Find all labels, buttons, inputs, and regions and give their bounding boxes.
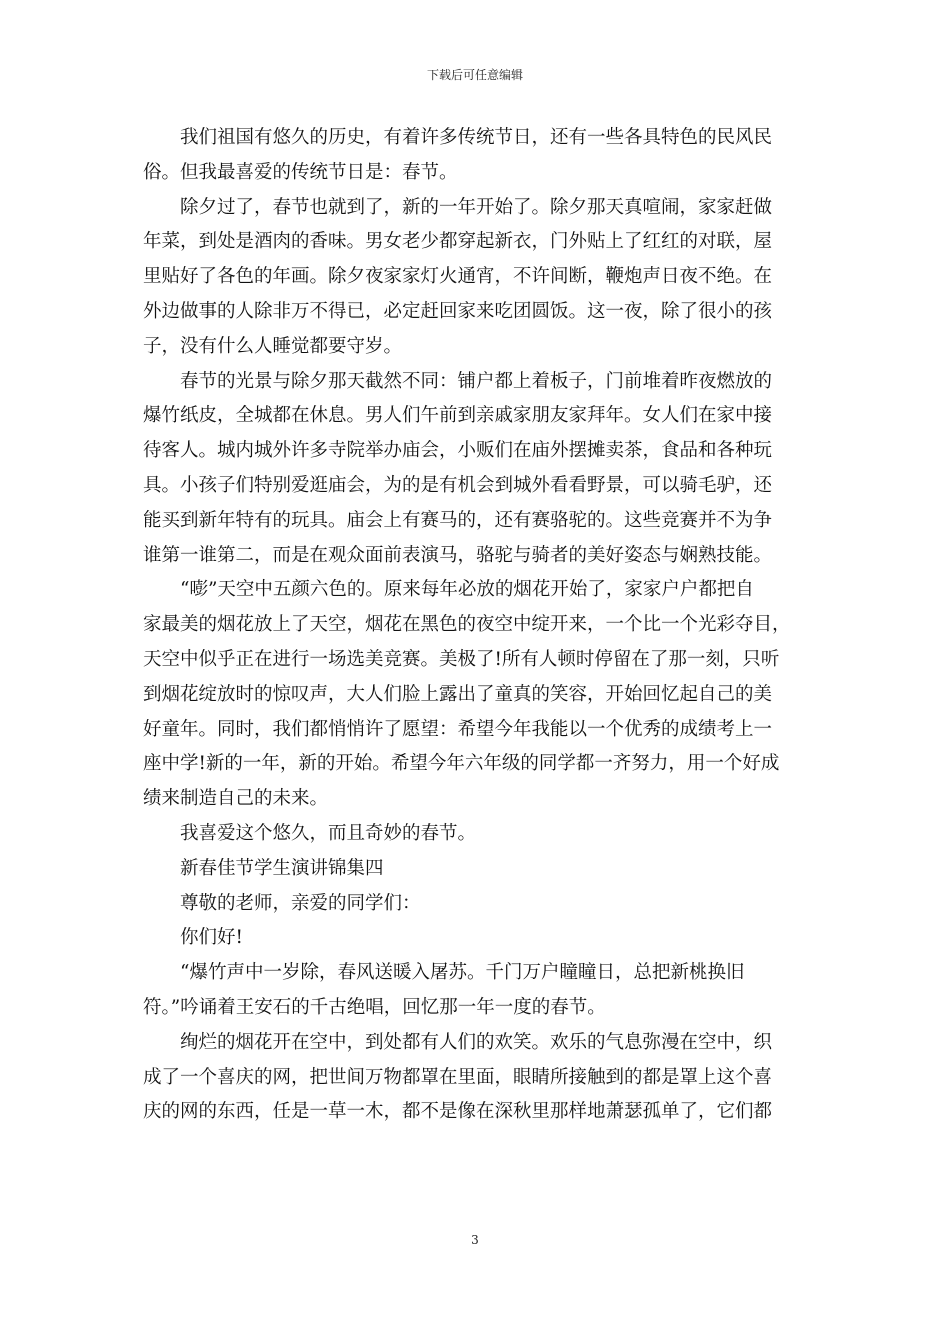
text-line: 爆竹纸皮，全城都在休息。男人们午前到亲戚家朋友家拜年。女人们在家中接 xyxy=(143,405,773,427)
text-line: 具。小孩子们特别爱逛庙会，为的是有机会到城外看看野景，可以骑毛驴，还 xyxy=(143,474,773,496)
text-line: 我们祖国有悠久的历史，有着许多传统节日，还有一些各具特色的民风民 xyxy=(180,127,773,148)
text-line: 好童年。同时，我们都悄悄许了愿望：希望今年我能以一个优秀的成绩考上一 xyxy=(143,718,773,740)
page-number: 3 xyxy=(471,1233,479,1247)
text-line: 待客人。城内城外许多寺院举办庙会，小贩们在庙外摆摊卖茶，食品和各种玩 xyxy=(143,440,773,462)
text-line: 我喜爱这个悠久，而且奇妙的春节。 xyxy=(180,822,477,844)
text-line: 绩来制造自己的未来。 xyxy=(143,788,329,810)
text-line: 座中学!新的一年，新的开始。希望今年六年级的同学都一齐努力，用一个好成 xyxy=(143,753,780,775)
text-line: 年菜，到处是酒肉的香味。男女老少都穿起新衣，门外贴上了红红的对联，屋 xyxy=(143,231,773,253)
text-line: “嘭”天空中五颜六色的。原来每年必放的烟花开始了，家家户户都把自 xyxy=(180,579,754,601)
text-line: 子，没有什么人睡觉都要守岁。 xyxy=(143,335,403,357)
text-line: 庆的网的东西，任是一草一木，都不是像在深秋里那样地萧瑟孤单了，它们都 xyxy=(143,1101,773,1123)
text-line: 成了一个喜庆的网，把世间万物都罩在里面，眼睛所接触到的都是罩上这个喜 xyxy=(143,1066,773,1088)
text-line: 你们好! xyxy=(180,927,243,949)
text-line: 能买到新年特有的玩具。庙会上有赛马的，还有赛骆驼的。这些竞赛并不为争 xyxy=(143,509,773,531)
text-line: 绚烂的烟花开在空中，到处都有人们的欢笑。欢乐的气息弥漫在空中，织 xyxy=(180,1031,773,1053)
text-line: 里贴好了各色的年画。除夕夜家家灯火通宵，不许间断，鞭炮声日夜不绝。在 xyxy=(143,266,773,288)
text-line: 家最美的烟花放上了天空，烟花在黑色的夜空中绽开来，一个比一个光彩夺目， xyxy=(143,614,791,636)
text-line: 俗。但我最喜爱的传统节日是：春节。 xyxy=(143,161,458,183)
text-line: 天空中似乎正在进行一场选美竞赛。美极了!所有人顿时停留在了那一刻，只听 xyxy=(143,648,780,670)
text-line: 除夕过了，春节也就到了，新的一年开始了。除夕那天真喧闹，家家赶做 xyxy=(180,196,773,218)
text-line: 新春佳节学生演讲锦集四 xyxy=(180,857,384,879)
text-line: 尊敬的老师，亲爱的同学们： xyxy=(180,892,421,914)
text-line: 春节的光景与除夕那天截然不同：铺户都上着板子，门前堆着昨夜燃放的 xyxy=(180,370,773,392)
text-line: “爆竹声中一岁除，春风送暖入屠苏。千门万户瞳瞳日，总把新桃换旧 xyxy=(180,962,745,984)
page-header: 下载后可任意编辑 xyxy=(426,68,523,82)
body-text xyxy=(143,121,809,1130)
text-line: 到烟花绽放时的惊叹声，大人们脸上露出了童真的笑容，开始回忆起自己的美 xyxy=(143,683,773,705)
text-line: 符。”吟诵着王安石的千古绝唱，回忆那一年一度的春节。 xyxy=(143,996,606,1018)
text-line: 外边做事的人除非万不得已，必定赶回家来吃团圆饭。这一夜，除了很小的孩 xyxy=(143,300,773,322)
text-line: 谁第一谁第二，而是在观众面前表演马，骆驼与骑者的美好姿态与娴熟技能。 xyxy=(143,544,773,566)
